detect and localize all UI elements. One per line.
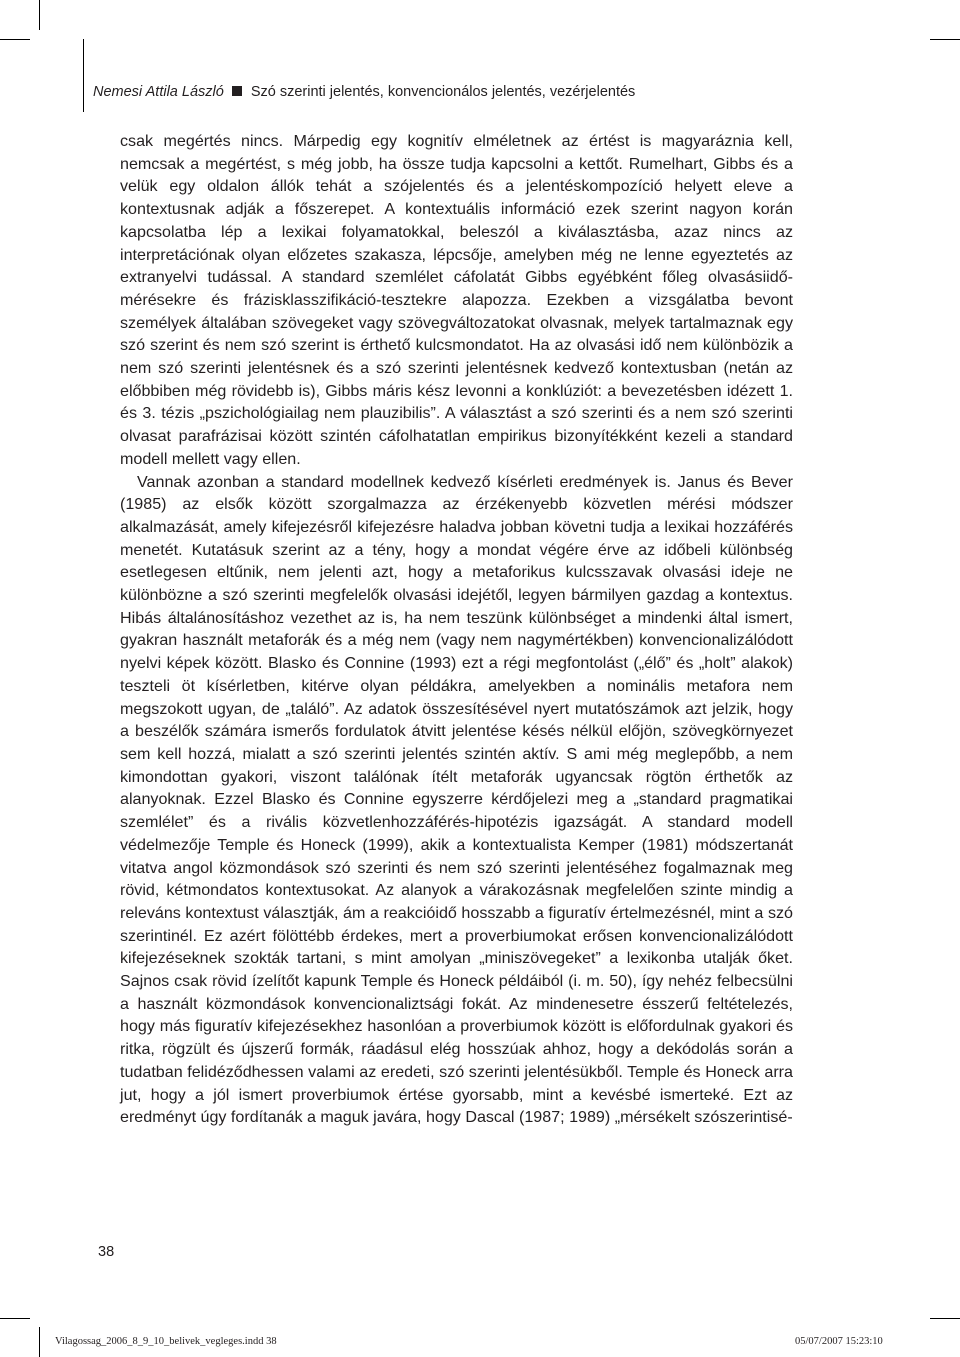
running-header — [93, 84, 713, 100]
paragraph: Vannak azonban a standard modellnek kedvező kísérleti eredmények is. Janus és Bever (1985) az elsők között szorgalmazza az érzékenyebb közvetlen mérési módszer alkalmazását, amely kifejezésről kifejezésre haladva jobban követni tudja a lexikai hozzáférés menetét. Kutatásuk szerint az a tény, hogy a mondat végére érve az időbeli különbség esetlegesen eltűnik, nem jelenti azt, hogy a metaforikus kulcsszavak olvasási ideje ne különbözne a szó szerinti megfelelők olvasási idejétől, legyen bármilyen gazdag a kontextus. Hibás általánosításhoz vezethet az is, ha nem teszünk különbséget a mindenki által ismert, gyakran használt metaforák és a még nem (vagy nem nagymértékben) konvencionalizálódott nyelvi képek között. Blasko és Connine (1993) ezt a régi megfontolást („élő” és „holt” alakok) teszteli öt kísérletben, kitérve olyan példákra, amelyekben a nominális metafora nem megszokott ugyan, de „találó”. Az adatok összesítésével nyert mutatószámok azt jelzik, hogy a beszélők számára ismerős fordulatok átvitt jelentése késés nélkül előjön, szövegkörnyezet sem kell hozzá, mialatt a szó szerinti jelentés szintén aktív. S ami még meglepőbb, a nem kimondottan gyakori, viszont találónak ítélt metaforák ugyancsak rögtön érthetők az alanyoknak. Ezzel Blasko és Connine egyszerre kérdőjelezi meg a „standard pragmatikai szemlélet” és a rivális közvetlenhozzáférés-hipotézis igazságát. A standard modell védelmezője Temple és Honeck (1999), akik a kontextualista Kemper (1981) módszertanát vitatva angol közmondások szó szerinti és nem szó szerinti jelentéséhez fogalmaznak meg rövid, kétmondatos kontextusokat. Az alanyok a várakozásnak megfelelően szinte mindig a releváns kontextust választják, ám a reakcióidő hosszabb a figuratív értelmezésnél, mint a szó szerintinél. Ez azért fölöttébb érdekes, mert a proverbiumokat erősen konvencionalizálódott kifejezéseknek szokták tartani, s mint amolyan „miniszövegeket” a lexikonba utalják őket. Sajnos csak rövid ízelítőt kapunk Temple és Honeck példáiból (i. m. 50), így nehéz felbecsülni a használt közmondások konvencionaliztsági fokát. Az mindenesetre ésszerű feltételezés, hogy más figuratív kifejezésekhez hasonlóan a proverbiumok között is előfordulnak gyakori és ritka, rögzült és újszerű formák, ráadásul elég hosszúak ahhoz, hogy a dekódolás során a tudatban felidéződhessen valami az eredeti, szó szerinti jelentésükből. Temple és Honeck arra jut, hogy a jól ismert proverbiumok értése gyorsabb, mint a kevésbé ismerteké. Ezt az eredményt úgy fordítanák a maguk javára, hogy Dascal (1987; 1989) „mérsékelt szószerintisé- — [120, 472, 793, 1127]
body-text — [120, 130, 793, 1129]
crop-mark — [930, 39, 960, 40]
crop-mark — [39, 0, 40, 30]
page-number: 38 — [98, 1244, 115, 1260]
footer-datetime: 05/07/2007 15:23:10 — [795, 1336, 883, 1347]
header-author: Nemesi Attila László — [93, 84, 224, 100]
header-title: Szó szerinti jelentés, konvencionálos jelentés, vezérjelentés — [250, 84, 636, 100]
crop-mark — [0, 1318, 30, 1319]
paragraph: csak megértés nincs. Márpedig egy kognitív elméletnek az értést is magyaráznia kell, nemcsak a megértést, s még jobb, ha össze tudja kapcsolni a kettőt. Rumelhart, Gibbs és a velük egy oldalon állók tehát a szójelentés és a jelentéskompozíció helyett eleve a kontextusnak adják a főszerepet. A kontextuális információ ezek szerint nagyon korán kapcsolatba lép a lexikai folyamatokkal, beleszól a kiválasztásba, azaz nincs az interpretációnak olyan előzetes szakasza, lépcsője, amelyben még ne lenne egyeztetés az extranyelvi tudással. A standard szemlélet cáfolatát Gibbs egyébként főleg olvasásiidő-mérésekre és frázisklasszifikáció-tesztekre alapozza. Ezekben a vizsgálatba bevont személyek általában szövegeket vagy szövegváltozatokat olvasnak, melyek tartalmaznak egy szó szerint és nem szó szerint is érthető kulcsmondatot. Ha az olvasási idő nem különbözik a nem szó szerinti jelentésnek és a szó szerinti jelentésnek kedvező kontextusban (netán az előbbiben még rövidebb is), Gibbs máris kész levonni a konklúziót: a bevezetésben idézett 1. és 3. tézis „pszichológiailag nem plauzibilis”. A választást a szó szerinti és a nem szó szerinti olvasat parafrázisai között szintén cáfolhatatlan empirikus bizonyítékként kezeli a standard modell mellett vagy ellen. — [120, 132, 793, 468]
crop-mark — [39, 1327, 40, 1357]
footer-file-info: Vilagossag_2006_8_9_10_belivek_vegleges.indd 38 — [55, 1336, 277, 1347]
header-rule — [83, 39, 84, 112]
square-bullet-icon — [232, 86, 242, 96]
crop-mark — [930, 1318, 960, 1319]
crop-mark — [0, 39, 30, 40]
